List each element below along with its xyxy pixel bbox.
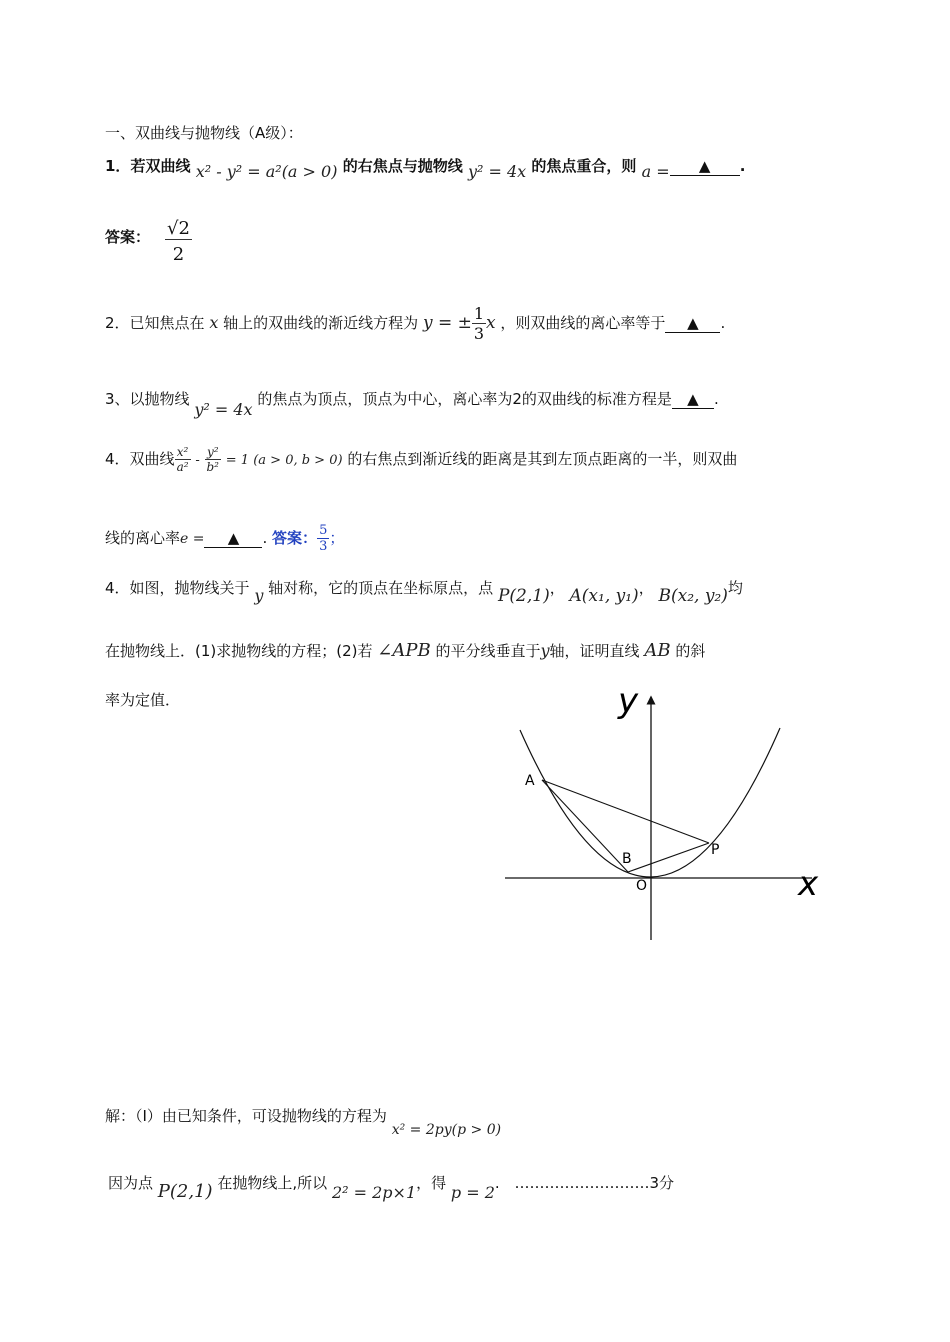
solution-result: p = 2 <box>450 1183 495 1202</box>
q4-fraction-y <box>205 445 222 474</box>
q5-number: 4． <box>105 579 130 597</box>
q4-frac1-den: a² <box>176 460 189 474</box>
solution-text-4: ，得 <box>416 1174 447 1192</box>
q3-text-1: 以抛物线 <box>129 390 190 408</box>
q3-text-2: 的焦点为顶点，顶点为中心，离心率为 <box>257 390 513 408</box>
q4-variable-e: e = <box>180 531 205 547</box>
q2-number: 2． <box>105 314 130 332</box>
solution-score: 3分 <box>649 1174 675 1192</box>
q2-text-3: ，则双曲线的离心率等于 <box>500 314 666 332</box>
segment-ab <box>542 780 628 872</box>
x-axis-label: x <box>798 864 819 904</box>
parabola-figure <box>500 680 830 950</box>
q5-angle-apb: ∠APB <box>377 640 431 661</box>
q5-text-1: 如图，抛物线关于 <box>129 579 250 597</box>
solution-line-1 <box>105 1105 502 1138</box>
q1-text-2: 的右焦点与抛物线 <box>342 157 463 175</box>
q4-ans-den: 3 <box>319 539 328 554</box>
q1-triangle-mark: ▲ <box>698 157 711 175</box>
q4-text-1: 双曲线 <box>129 450 175 468</box>
answer-1-numerator: √2 <box>167 218 190 239</box>
solution-text-1: 解：（I）由已知条件，可设抛物线的方程为 <box>105 1107 387 1125</box>
q4-frac2-den: b² <box>206 460 219 474</box>
q5-variable-y: y <box>254 586 264 605</box>
q4-text-2: 的右焦点到渐近线的距离是其到左顶点距离的一半，则双曲 <box>347 450 738 468</box>
q4-text-3: 线的离心率 <box>105 529 181 547</box>
point-b-label: B <box>622 851 632 867</box>
q2-frac-num: 1 <box>473 304 485 323</box>
q3-answer-blank <box>672 390 714 409</box>
origin-label: O <box>636 878 648 894</box>
q4-frac2-num: y² <box>205 445 222 460</box>
q2-frac-den: 3 <box>473 324 485 343</box>
q2-text-1: 已知焦点在 <box>129 314 205 332</box>
answer-1-label: 答案： <box>105 228 151 246</box>
q1-answer-variable: a = <box>641 162 670 181</box>
q4-triangle-mark: ▲ <box>227 529 240 547</box>
q5-point-a: A(x₁, y₁) <box>569 586 639 606</box>
q1-hyperbola-equation: x² - y² = a²(a > 0) <box>195 162 338 181</box>
q5-point-p: P(2,1) <box>497 586 550 606</box>
q3-period: . <box>713 390 719 408</box>
q1-answer-blank <box>670 157 740 176</box>
q4-ans-num: 5 <box>319 523 328 538</box>
q4-fraction-x <box>175 445 191 474</box>
y-axis-label: y <box>618 681 639 721</box>
question-5 <box>105 577 743 606</box>
question-1 <box>105 155 746 181</box>
q4-equation-rhs: = 1 (a > 0, b > 0) <box>225 453 343 468</box>
q3-eccentricity: 2 <box>512 390 522 408</box>
q4-period: . <box>262 529 268 547</box>
q2-variable-x: x <box>209 313 219 332</box>
answer-1-denominator: 2 <box>172 244 185 265</box>
solution-text-3: 在抛物线上,所以 <box>217 1174 328 1192</box>
q5-sep-1: ， <box>549 579 565 597</box>
q2-answer-blank <box>665 314 720 333</box>
q5-variable-y-2: y <box>540 641 550 660</box>
question-4-line-2 <box>105 523 344 554</box>
q5-line-ab: AB <box>644 640 671 661</box>
solution-equation: 2² = 2p×1 <box>331 1183 417 1202</box>
q4-answer-end: ； <box>329 529 345 547</box>
q4-frac1-num: x² <box>175 445 191 460</box>
q2-period: . <box>720 314 726 332</box>
q3-number: 3、 <box>105 390 130 408</box>
question-4 <box>105 445 737 474</box>
question-5-line-3: 率为定值． <box>105 691 181 709</box>
q1-parabola-equation: y² = 4x <box>467 162 527 181</box>
q3-triangle-mark: ▲ <box>687 390 699 408</box>
solution-dots: ……………………… <box>514 1174 650 1192</box>
q1-text-1: 若双曲线 <box>130 157 191 175</box>
q1-number: 1． <box>105 157 131 175</box>
q5-line2-text-3: 轴，证明直线 <box>549 642 640 660</box>
q5-sep-2: ， <box>638 579 654 597</box>
solution-line-2 <box>108 1172 675 1202</box>
q1-period: . <box>739 157 746 175</box>
q2-asymptote-lhs: y = ± <box>422 313 472 333</box>
q1-text-3: 的焦点重合，则 <box>531 157 637 175</box>
solution-point-p: P(2,1) <box>157 1181 213 1202</box>
question-5-line-2 <box>105 640 705 661</box>
q4-answer-blank <box>204 529 262 548</box>
q5-text-3: 均 <box>727 579 743 597</box>
segment-ap <box>542 780 709 843</box>
solution-text-2: 因为点 <box>108 1174 154 1192</box>
q2-asymptote-fraction <box>472 304 486 343</box>
q2-triangle-mark: ▲ <box>687 314 699 332</box>
q5-line2-text-2: 的平分线垂直于 <box>435 642 541 660</box>
point-p-label: P <box>711 842 720 858</box>
parabola-curve <box>520 728 780 877</box>
solution-period: . <box>494 1174 500 1192</box>
question-2 <box>105 304 725 343</box>
q4-answer-fraction <box>317 523 329 554</box>
point-a-label: A <box>525 773 535 789</box>
answer-1 <box>105 226 150 247</box>
q2-text-2: 轴上的双曲线的渐近线方程为 <box>223 314 419 332</box>
q3-text-3: 的双曲线的标准方程是 <box>521 390 672 408</box>
section-title: 一、双曲线与抛物线（A级）： <box>105 124 303 142</box>
q5-text-2: 轴对称，它的顶点在坐标原点，点 <box>268 579 494 597</box>
q4-answer-label: 答案： <box>272 529 318 547</box>
q4-minus: - <box>195 453 200 468</box>
question-3 <box>105 388 719 419</box>
q2-asymptote-x: x <box>486 313 496 333</box>
solution-parabola-equation: x² = 2py(p > 0) <box>391 1122 502 1138</box>
q5-point-b: B(x₂, y₂) <box>658 586 728 606</box>
q4-number: 4． <box>105 450 130 468</box>
q5-line2-text-4: 的斜 <box>675 642 706 660</box>
answer-1-fraction <box>165 218 192 265</box>
q3-parabola-equation: y² = 4x <box>194 400 253 419</box>
q5-line2-text-1: 在抛物线上．(1)求抛物线的方程；(2)若 <box>105 642 373 660</box>
